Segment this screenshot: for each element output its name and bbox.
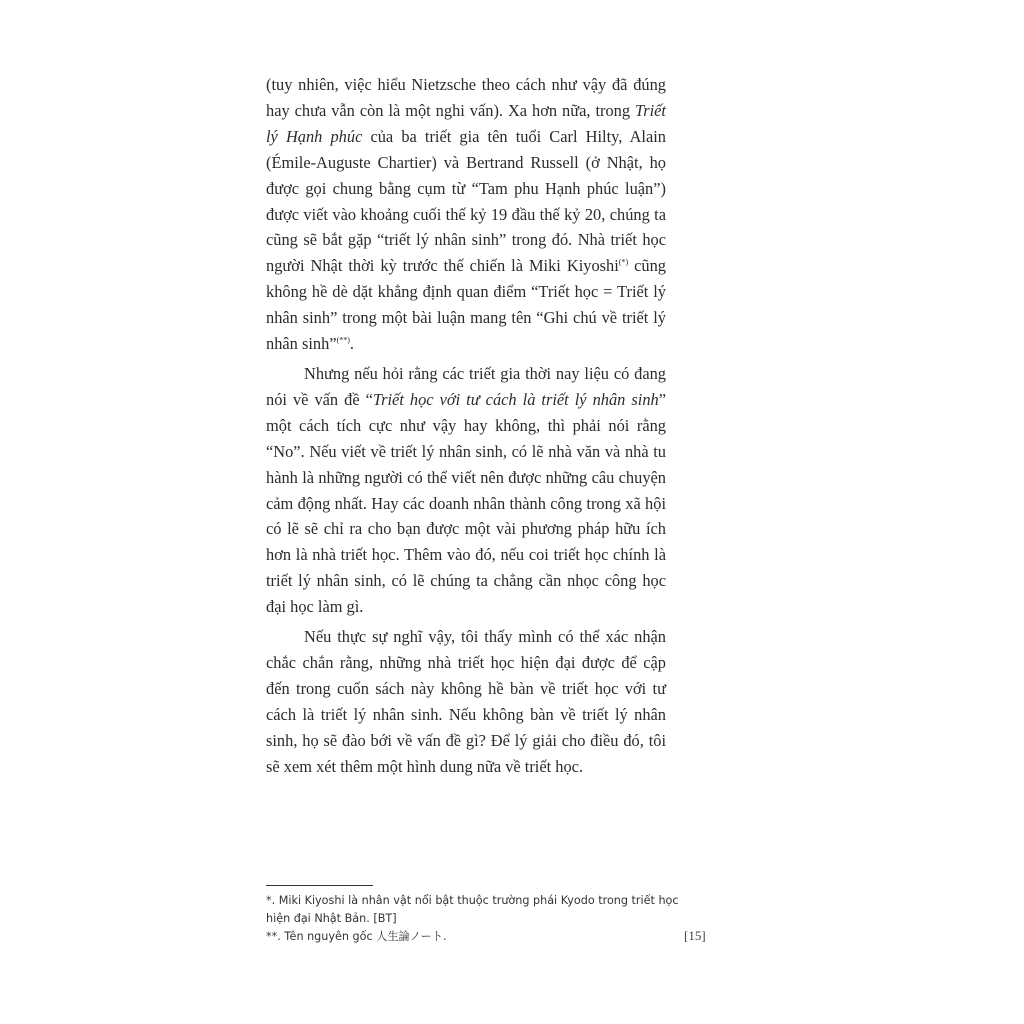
quoted-phrase-italic: Triết học với tư cách là triết lý nhân sinh <box>372 389 659 409</box>
paragraph-2-text-b: ” một cách tích cực như vậy hay không, thì phải nói rằng “No”. Nếu viết về triết lý nhân sinh, có lẽ nhà văn và nhà tu hành là những người có thể viết nên được những câu chuyện cảm động nhất. Hay các doanh nhân thành công trong xã hội có lẽ sẽ chỉ ra cho bạn được một vài phương pháp hữu ích hơn là nhà triết học. Thêm vào đó, nếu coi triết học chính là triết lý nhân sinh, có lẽ chúng ta chẳng cần nhọc công học đại học làm gì. <box>266 389 666 617</box>
footnotes <box>266 892 696 945</box>
paragraph-2 <box>266 361 666 620</box>
footnote-1: *. Miki Kiyoshi là nhân vật nổi bật thuộc trường phái Kyodo trong triết học hiện đại Nhật Bản. [BT] <box>266 894 679 925</box>
page-number: [15] <box>684 928 706 943</box>
paragraph-3 <box>266 624 666 779</box>
paragraph-1-text-b: của ba triết gia tên tuổi Carl Hilty, Alain (Émile-Auguste Chartier) và Bertrand Russell (ở Nhật, họ được gọi chung bằng cụm từ “Tam phu Hạnh phúc luận”) được viết vào khoảng cuối thế kỷ 19 đầu thế kỷ 20, chúng ta cũng sẽ bắt gặp “triết lý nhân sinh” trong đó. Nhà triết học người Nhật thời kỳ trước thế chiến là Miki Kiyoshi <box>266 126 666 276</box>
footnote-divider <box>266 885 373 886</box>
paragraph-1 <box>266 72 666 357</box>
paragraph-1-text-d: . <box>349 334 354 354</box>
body-text <box>266 72 666 779</box>
footnote-marker-2: (**) <box>336 335 350 345</box>
paragraph-1-text-a: (tuy nhiên, việc hiểu Nietzsche theo cách như vậy đã đúng hay chưa vẫn còn là một nghi vấn). Xa hơn nữa, trong <box>266 75 666 120</box>
footnote-marker-1: (*) <box>618 257 629 267</box>
paragraph-1-text-c: cũng không hề dè dặt khẳng định quan điểm “Triết học = Triết lý nhân sinh” trong một bài luận mang tên “Ghi chú về triết lý nhân sinh” <box>266 256 666 354</box>
paragraph-2-text-a: Nhưng nếu hỏi rằng các triết gia thời nay liệu có đang nói về vấn đề “ <box>266 363 666 409</box>
paragraph-3-text: Nếu thực sự nghĩ vậy, tôi thấy mình có thể xác nhận chắc chắn rằng, những nhà triết học hiện đại được để cập đến trong cuốn sách này không hề bàn về triết học với tư cách là triết lý nhân sinh. Nếu không bàn về triết lý nhân sinh, họ sẽ đào bới về vấn đề gì? Để lý giải cho điều đó, tôi sẽ xem xét thêm một hình dung nữa về triết học. <box>266 627 666 776</box>
footnote-2: **. Tên nguyên gốc 人生論ノート. <box>266 929 447 943</box>
book-title-italic: Triết lý Hạnh phúc <box>266 100 666 146</box>
